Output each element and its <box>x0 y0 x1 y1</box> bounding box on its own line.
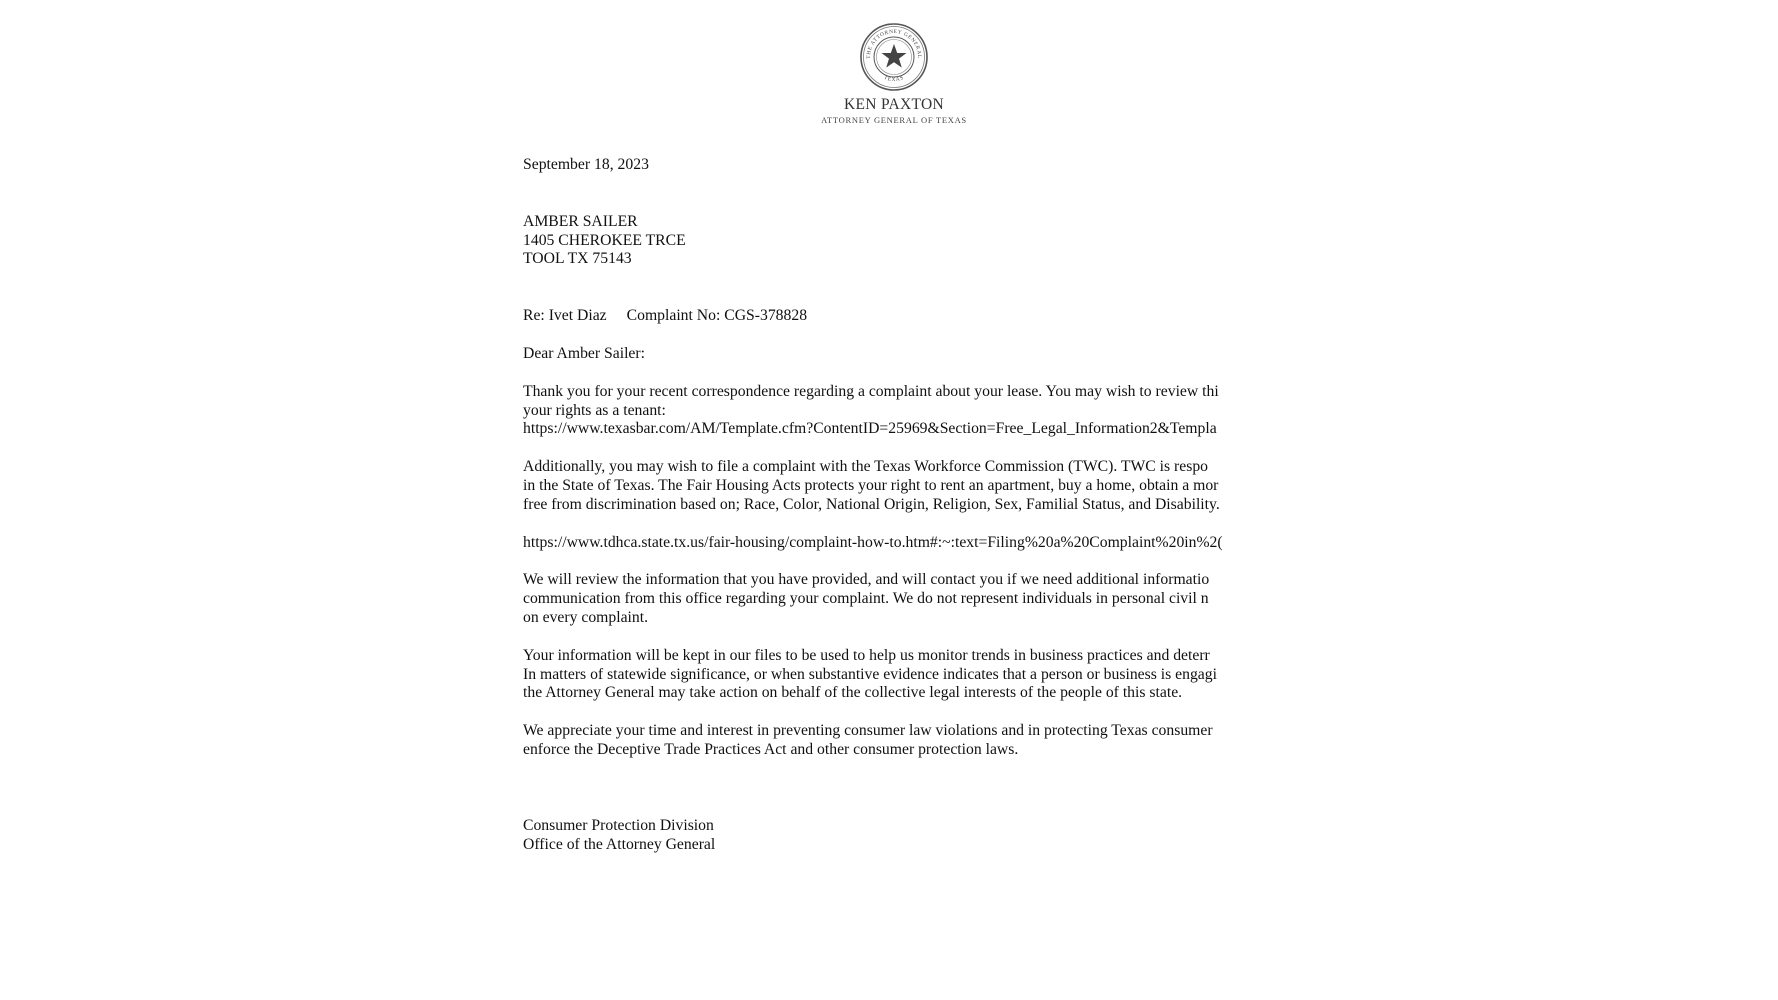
seal-text-top: THE ATTORNEY GENERAL <box>865 28 923 59</box>
paragraph-line: your rights as a tenant: <box>523 401 666 419</box>
paragraph-2 <box>523 458 1274 514</box>
paragraph-line: on every complaint. <box>523 608 649 626</box>
paragraph-line: We appreciate your time and interest in preventing consumer law violations and in protecting Texas consumer <box>523 722 1213 740</box>
paragraph-line: In matters of statewide significance, or when substantive evidence indicates that a person or business is engagi <box>523 665 1217 683</box>
paragraph-line: communication from this office regarding your complaint. We do not represent individuals in personal civil n <box>523 590 1209 608</box>
attorney-general-seal-icon <box>859 22 929 92</box>
recipient-name: AMBER SAILER <box>523 212 638 230</box>
tdhca-link[interactable]: https://www.tdhca.state.tx.us/fair-housing/complaint-how-to.htm#:~:text=Filing%20a%20Complaint%20in%2( <box>523 533 1223 551</box>
paragraph-line: We will review the information that you have provided, and will contact you if we need additional informatio <box>523 571 1210 589</box>
salutation: Dear Amber Sailer: <box>523 344 645 362</box>
complaint-number: Complaint No: CGS-378828 <box>626 307 808 325</box>
paragraph-4 <box>523 647 1274 703</box>
recipient-city: TOOL TX 75143 <box>523 250 632 268</box>
letter-body <box>523 156 1274 854</box>
texasbar-link[interactable]: https://www.texasbar.com/AM/Template.cfm?ContentID=25969&Section=Free_Legal_Information2&Templa <box>523 420 1217 438</box>
svg-text:TEXAS <box>883 75 905 83</box>
letterhead <box>810 22 978 125</box>
recipient-street: 1405 CHEROKEE TRCE <box>523 231 686 249</box>
attorney-general-title: ATTORNEY GENERAL OF TEXAS <box>821 115 967 125</box>
attorney-general-name: KEN PAXTON <box>844 96 944 113</box>
paragraph-line: Thank you for your recent correspondence regarding a complaint about your lease. You may wish to review thi <box>523 382 1219 400</box>
paragraph-3 <box>523 571 1274 627</box>
signature-office: Office of the Attorney General <box>523 835 716 853</box>
paragraph-1 <box>523 383 1274 439</box>
paragraph-line: Additionally, you may wish to file a complaint with the Texas Workforce Commission (TWC). TWC is respo <box>523 458 1209 476</box>
paragraph-line: free from discrimination based on; Race, Color, National Origin, Religion, Sex, Familial Status, and Disability. <box>523 495 1220 513</box>
paragraph-5 <box>523 722 1274 760</box>
paragraph-line: the Attorney General may take action on behalf of the collective legal interests of the people of this state. <box>523 684 1183 702</box>
paragraph-line: Your information will be kept in our files to be used to help us monitor trends in business practices and deterr <box>523 646 1210 664</box>
signature-division: Consumer Protection Division <box>523 816 714 834</box>
reference-subject: Re: Ivet Diaz <box>523 307 607 325</box>
reference-line <box>523 307 1274 326</box>
recipient-address <box>523 213 1274 269</box>
paragraph-line: enforce the Deceptive Trade Practices Act and other consumer protection laws. <box>523 740 1019 758</box>
paragraph-line: in the State of Texas. The Fair Housing Acts protects your right to rent an apartment, buy a home, obtain a mor <box>523 476 1219 494</box>
seal-text-bottom: TEXAS <box>882 74 906 84</box>
letter-date: September 18, 2023 <box>523 156 649 173</box>
signature-block <box>523 817 1274 855</box>
